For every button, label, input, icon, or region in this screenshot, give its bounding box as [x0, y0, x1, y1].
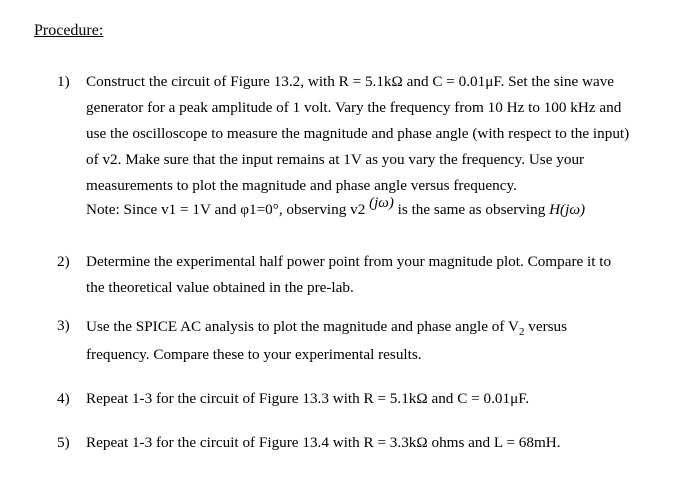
step-text [86, 386, 691, 412]
step-line: use the oscilloscope to measure the magnitude and phase angle (with respect to the input) [86, 125, 630, 142]
step-text [86, 69, 691, 223]
subscript: 2 [518, 326, 525, 338]
step-number: 5) [57, 434, 70, 451]
procedure-heading: Procedure: [34, 22, 104, 39]
step-text [86, 313, 691, 369]
step-line: frequency. Compare these to your experimental results. [86, 346, 422, 363]
step-number: 3) [57, 317, 70, 334]
step-line: Construct the circuit of Figure 13.2, with R = 5.1kΩ and C = 0.01μF. Set the sine wave [86, 73, 615, 90]
note-transfer-function: H(jω) [549, 201, 586, 218]
step-text [86, 249, 691, 301]
step-line: of v2. Make sure that the input remains at 1V as you vary the frequency. Use your [86, 151, 585, 168]
step-line: generator for a peak amplitude of 1 volt. Vary the frequency from 10 Hz to 100 kHz and [86, 99, 622, 116]
step-line: Repeat 1-3 for the circuit of Figure 13.3 with R = 5.1kΩ and C = 0.01μF. [86, 390, 530, 407]
step-line: the theoretical value obtained in the pre-lab. [86, 279, 354, 296]
line-suffix: versus [524, 318, 568, 335]
step-line [86, 313, 691, 341]
note-prefix: Note: Since v1 = 1V and φ1=0°, observing v2 [86, 201, 370, 218]
step-number: 2) [57, 253, 70, 270]
note-line [86, 197, 691, 223]
step-number: 4) [57, 390, 70, 407]
step-text [86, 430, 691, 456]
note-jw-superscript: (jω) [369, 195, 394, 211]
note-middle: is the same as observing [393, 201, 550, 218]
step-line: measurements to plot the magnitude and phase angle versus frequency. [86, 177, 517, 194]
step-line: Determine the experimental half power point from your magnitude plot. Compare it to [86, 253, 612, 270]
step-line: Repeat 1-3 for the circuit of Figure 13.4 with R = 3.3kΩ ohms and L = 68mH. [86, 434, 561, 451]
line-prefix: Use the SPICE AC analysis to plot the magnitude and phase angle of V [86, 318, 519, 335]
step-number: 1) [57, 73, 70, 90]
